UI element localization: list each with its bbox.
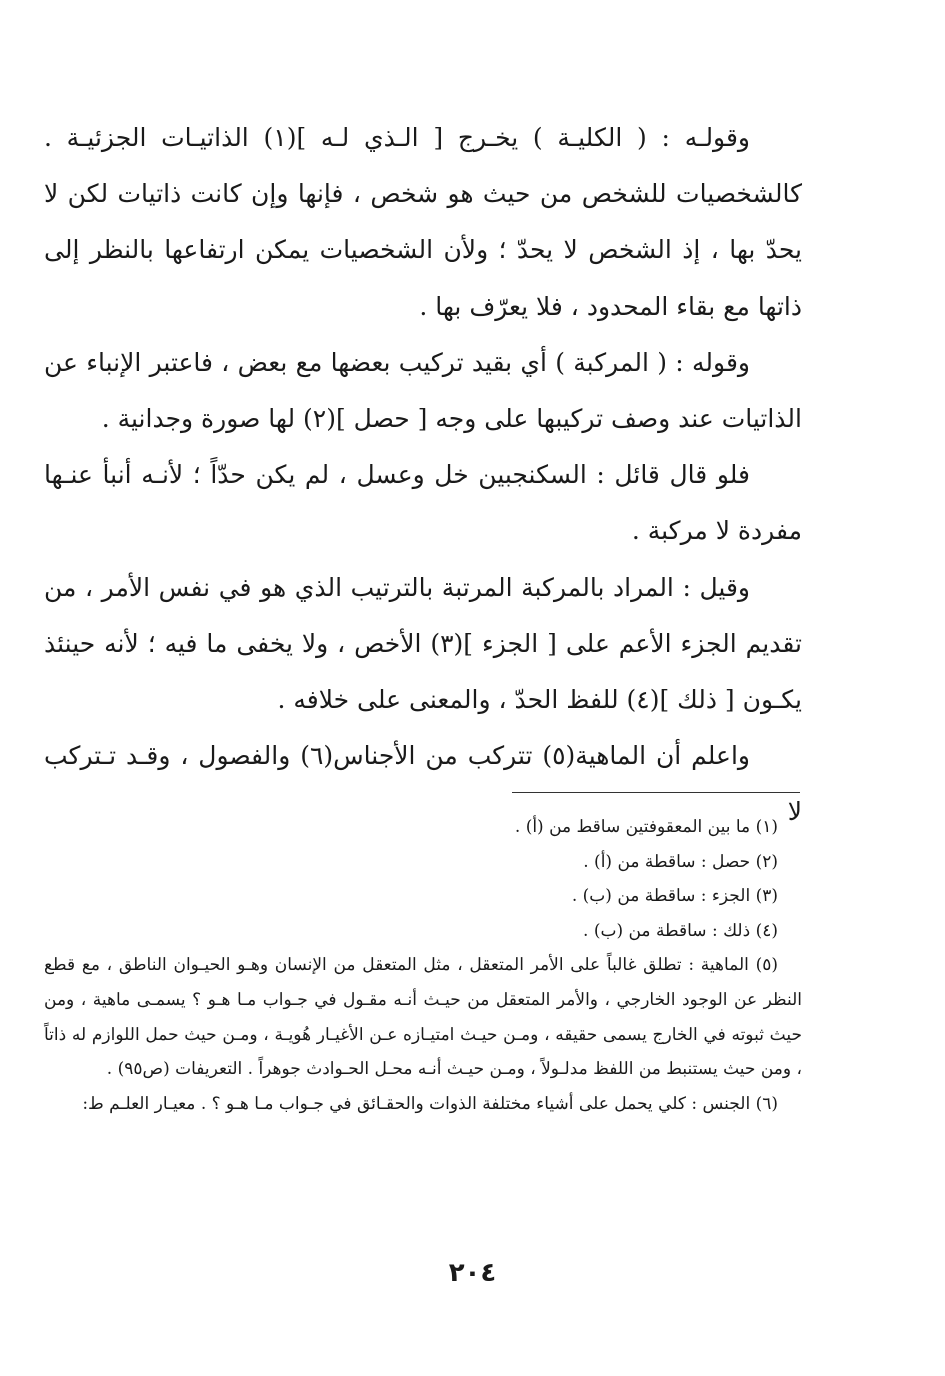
footnote: (٣) الجزء : ساقطة من (ب) . <box>571 886 778 907</box>
paragraph: واعلم أن الماهية(٥) تتركب من الأجناس(٦) والفصول ، وقـد تـتركب لا <box>44 741 802 827</box>
footnote: (٥) الماهية : تطلق غالباً على الأمر المتعقل ، مثل المتعقل من الإنسان وهـو الحيـوان الناطق ، مع قطع النظر عن الوجود الخارجي ، والأمر المتعقل من حيـث أنـه مقـول في جـواب مـا هـو ؟ يسمـى ماهية ، ومن حيث ثبوته في الخارج يسمى حقيقه ، ومـن حيـث امتيـازه عـن الأغيـار هُويـة ، ومـن حيث حمل اللوازم له ذاتاً ، ومن حيث يستنبط من اللفظ مدلـولاً ، ومـن حيـث أنـه محـل الحـوادث جوهراً . التعريفات (ص٩٥) . <box>44 955 802 1080</box>
paragraph: وقوله : ( المركبة ) أي بقيد تركيب بعضها مع بعض ، فاعتبر الإنباء عن الذاتيات عند وصف تركيبها على وجه [ حصل ](٢) لها صورة وجدانية . <box>44 347 802 434</box>
footnote: (١) ما بين المعقوفتين ساقط من (أ) . <box>514 817 778 837</box>
footnotes-block <box>44 810 802 1121</box>
paragraph: وقولـه : ( الكليـة ) يخـرج [ الـذي لـه ](١) الذاتيـات الجزئيـة . كالشخصيات للشخص من حيث هو شخص ، فإنها وإن كانت ذاتيات لكن لا يحدّ بها ، إذ الشخص لا يحدّ ؛ ولأن الشخصيات يمكن ارتفاعها بالنظر إلى ذاتها مع بقاء المحدود ، فلا يعرّف بها . <box>44 123 802 321</box>
footnote: (٦) الجنس : كلي يحمل على أشياء مختلفة الذوات والحقـائق في جـواب مـا هـو ؟ . معيـار العلـم ط: <box>82 1093 778 1114</box>
page-number: ٢٠٤ <box>448 1258 497 1288</box>
main-text-block <box>44 110 802 841</box>
footnote: (٢) حصل : ساقطة من (أ) . <box>583 851 778 872</box>
footnote: (٤) ذلك : ساقطة من (ب) . <box>583 920 778 941</box>
paragraph: وقيل : المراد بالمركبة المرتبة بالترتيب الذي هو في نفس الأمر ، من تقديم الجزء الأعم على [ الجزء ](٣) الأخص ، ولا يخفى ما فيه ؛ لأنه حينئذ يكـون [ ذلك ](٤) للفظ الحدّ ، والمعنى على خلافه . <box>44 572 802 715</box>
paragraph: فلو قال قائل : السكنجبين خل وعسل ، لم يكن حدّاً ؛ لأنـه أنبأ عنـها مفردة لا مركبة . <box>44 460 802 546</box>
footnote-separator <box>512 792 800 793</box>
